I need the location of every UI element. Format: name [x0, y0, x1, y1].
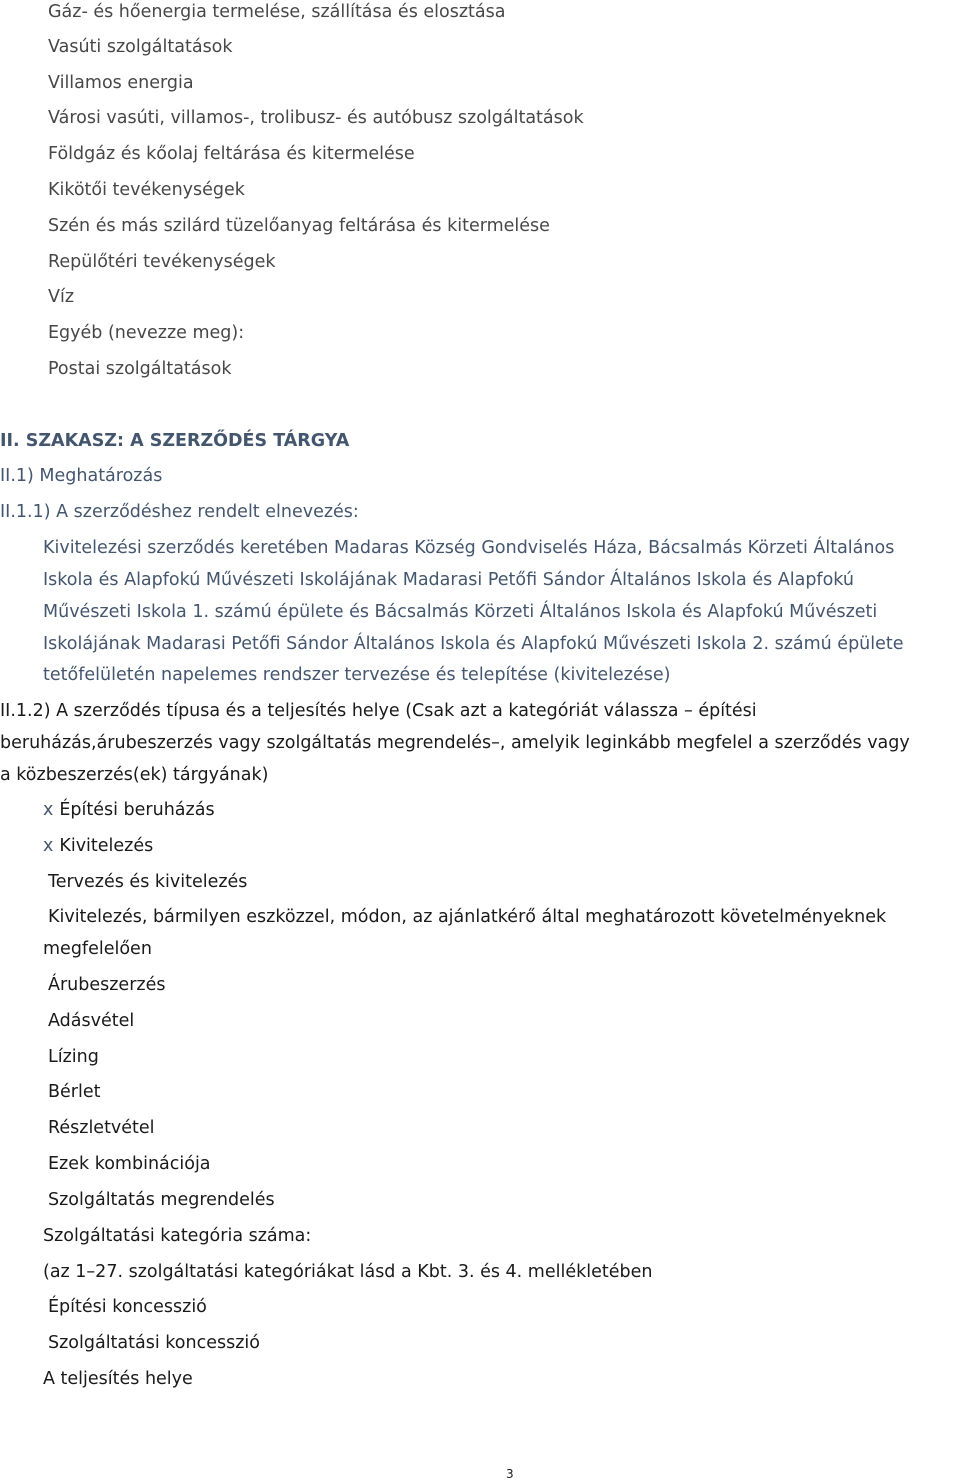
checked-mark: x — [43, 800, 54, 820]
sector-item: Villamos energia — [48, 73, 194, 93]
option-label: Kivitelezés — [59, 836, 154, 856]
service-category-note: (az 1–27. szolgáltatási kategóriákat lásd a Kbt. 3. és 4. mellékletében — [43, 1262, 653, 1282]
contract-name-line: Kivitelezési szerződés keretében Madaras Község Gondviselés Háza, Bácsalmás Körzeti Általános — [43, 538, 895, 558]
sector-item: Szén és más szilárd tüzelőanyag feltárása és kitermelése — [48, 216, 550, 236]
contract-name-line: tetőfelületén napelemes rendszer tervezése és telepítése (kivitelezése) — [43, 665, 671, 685]
contract-name-label: II.1.1) A szerződéshez rendelt elnevezés: — [0, 502, 359, 522]
option-reszletvetel[interactable]: Részletvétel — [48, 1118, 155, 1138]
option-kivitelezes-barmilyen[interactable]: Kivitelezés, bármilyen eszközzel, módon, az ajánlatkérő által meghatározott követelményeknek — [48, 907, 887, 927]
option-szolgaltatas-megrendeles[interactable]: Szolgáltatás megrendelés — [48, 1190, 275, 1210]
contract-name-line: Iskolájának Madarasi Petőfi Sándor Általános Iskola és Alapfokú Művészeti Iskola 2. számú épülete — [43, 634, 904, 654]
sector-item: Kikötői tevékenységek — [48, 180, 245, 200]
option-arubeszerzes[interactable]: Árubeszerzés — [48, 975, 166, 995]
option-lizing[interactable]: Lízing — [48, 1047, 99, 1067]
option-epitesi-koncesszio[interactable]: Építési koncesszió — [48, 1297, 207, 1317]
contract-type-label: beruházás,árubeszerzés vagy szolgáltatás megrendelés–, amelyik leginkább megfelel a szerződés vagy — [0, 733, 910, 753]
option-epitesi-beruhazas[interactable] — [43, 799, 215, 821]
sector-item: Városi vasúti, villamos-, trolibusz- és autóbusz szolgáltatások — [48, 108, 584, 128]
section-heading: II. SZAKASZ: A SZERZŐDÉS TÁRGYA — [0, 431, 350, 451]
sector-item: Földgáz és kőolaj feltárása és kitermelése — [48, 144, 415, 164]
sector-item: Vasúti szolgáltatások — [48, 37, 233, 57]
option-adasvetel[interactable]: Adásvétel — [48, 1011, 135, 1031]
option-kivitelezes[interactable] — [43, 835, 153, 857]
option-szolgaltatasi-koncesszio[interactable]: Szolgáltatási koncesszió — [48, 1333, 260, 1353]
page-number: 3 — [506, 1467, 514, 1481]
sector-item: Postai szolgáltatások — [48, 359, 232, 379]
contract-name-line: Művészeti Iskola 1. számú épülete és Bácsalmás Körzeti Általános Iskola és Alapfokú Művészeti — [43, 602, 878, 622]
subheading: II.1) Meghatározás — [0, 466, 163, 486]
option-kivitelezes-barmilyen-cont: megfelelően — [43, 939, 152, 959]
contract-type-label: a közbeszerzés(ek) tárgyának) — [0, 765, 269, 785]
service-category-label: Szolgáltatási kategória száma: — [43, 1226, 312, 1246]
contract-type-label: II.1.2) A szerződés típusa és a teljesítés helye (Csak azt a kategóriát válassza – építési — [0, 701, 757, 721]
sector-item: Víz — [48, 287, 75, 307]
option-ezek-kombinacioja[interactable]: Ezek kombinációja — [48, 1154, 211, 1174]
sector-item: Egyéb (nevezze meg): — [48, 323, 245, 343]
option-label: Építési beruházás — [59, 800, 215, 820]
option-tervezes-es-kivitelezes[interactable]: Tervezés és kivitelezés — [48, 872, 248, 892]
checked-mark: x — [43, 836, 54, 856]
sector-item: Repülőtéri tevékenységek — [48, 252, 276, 272]
sector-item: Gáz- és hőenergia termelése, szállítása és elosztása — [48, 2, 506, 22]
option-berlet[interactable]: Bérlet — [48, 1082, 101, 1102]
performance-place-label: A teljesítés helye — [43, 1369, 193, 1389]
contract-name-line: Iskola és Alapfokú Művészeti Iskolájának Madarasi Petőfi Sándor Általános Iskola és Alapfokú — [43, 570, 854, 590]
